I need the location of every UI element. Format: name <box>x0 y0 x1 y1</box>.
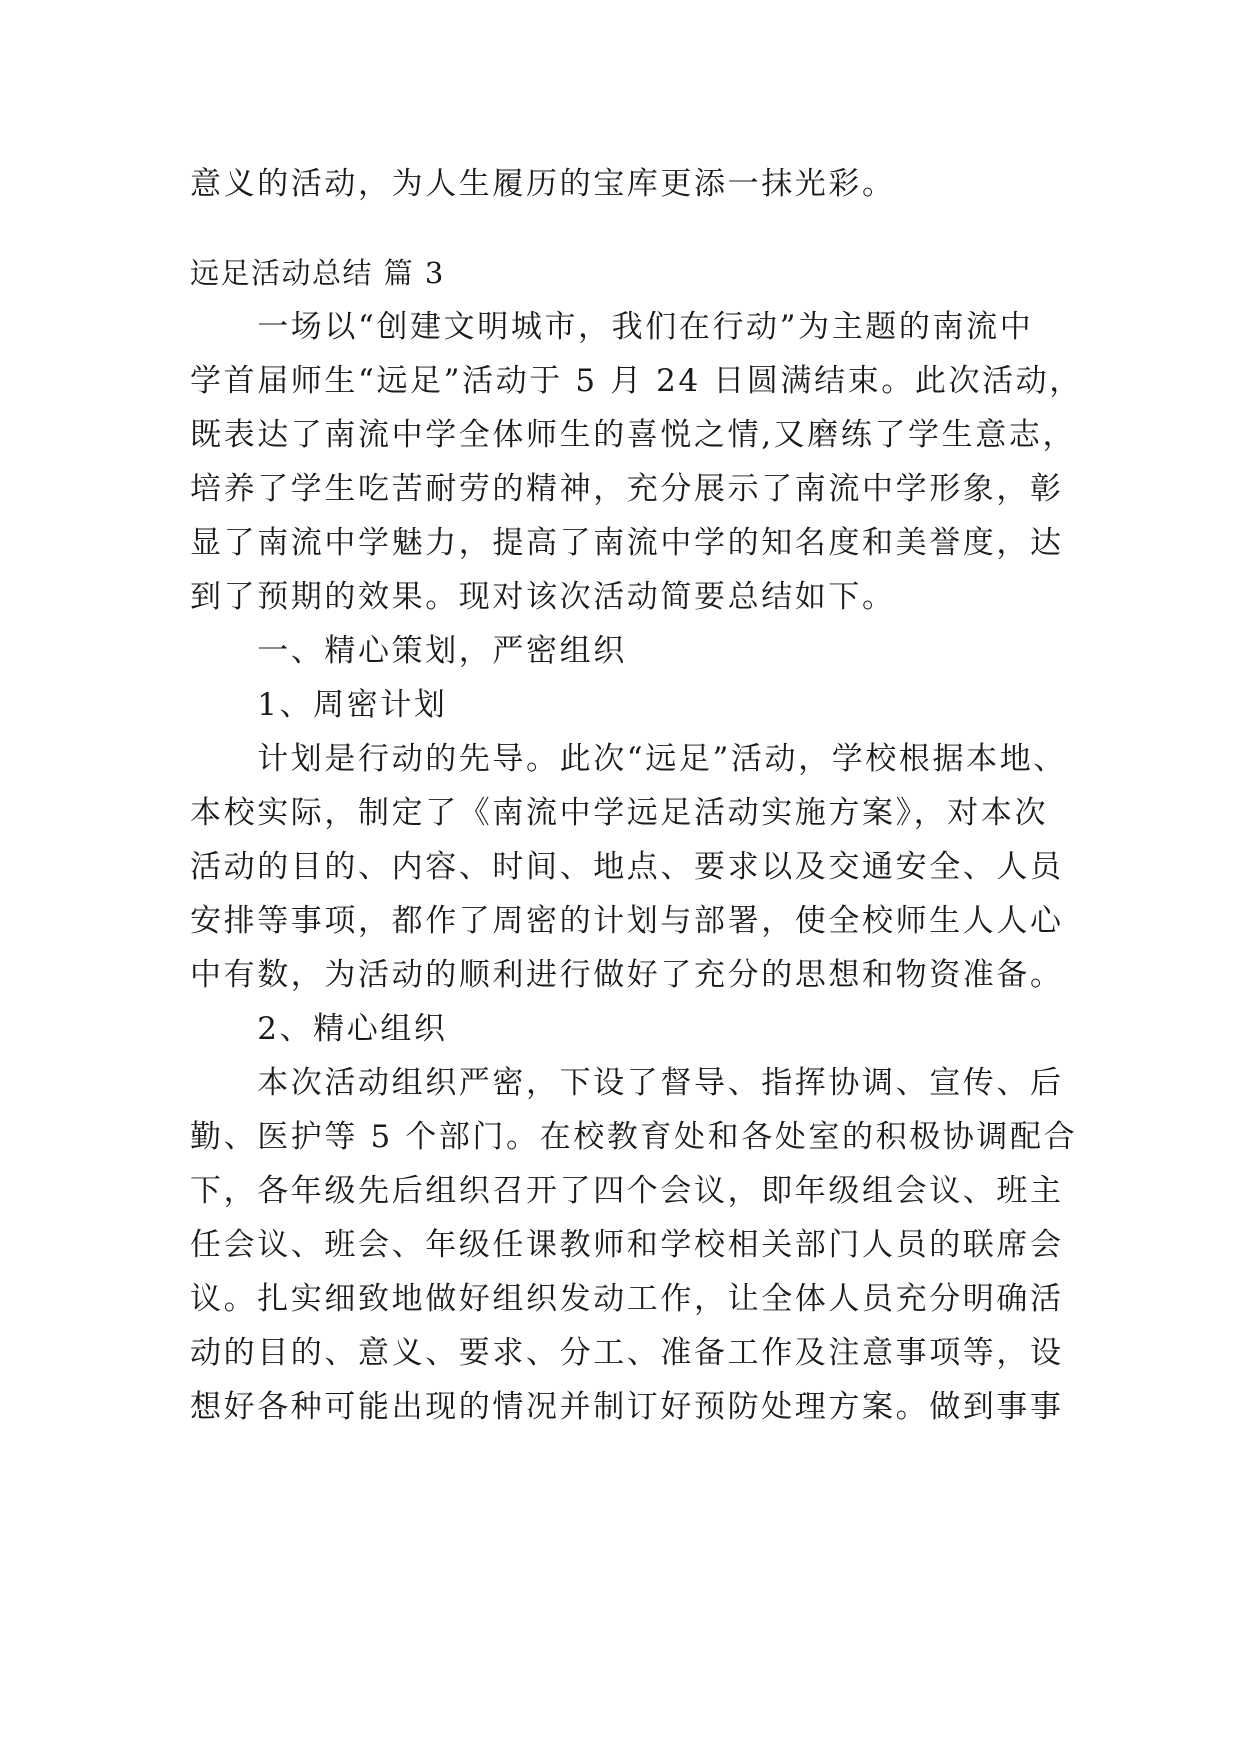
paragraph-line-3: 一场以“创建文明城市，我们在行动”为主题的南流中 <box>190 309 1034 345</box>
subheading-line-1: 1、周密计划 <box>190 687 448 723</box>
section-title: 远足活动总结 篇 3 <box>190 256 445 290</box>
paragraph-line-1: 意义的活动，为人生履历的宝库更添一抹光彩。 <box>190 166 896 202</box>
paragraph-line-15: 中有数，为活动的顺利进行做好了充分的思想和物资准备。 <box>190 957 1064 993</box>
paragraph-line-5: 既表达了南流中学全体师生的喜悦之情,又磨练了学生意志， <box>190 417 1077 453</box>
paragraph-line-6: 培养了学生吃苦耐劳的精神，充分展示了南流中学形象，彰 <box>190 471 1064 507</box>
paragraph-line-14: 安排等事项，都作了周密的计划与部署，使全校师生人人心 <box>190 903 1064 939</box>
paragraph-line-17: 本次活动组织严密，下设了督导、指挥协调、宣传、后 <box>190 1065 1064 1101</box>
paragraph-line-8: 到了预期的效果。现对该次活动简要总结如下。 <box>190 579 896 615</box>
paragraph-line-18: 勤、医护等 5 个部门。在校教育处和各处室的积极协调配合 <box>190 1119 1078 1155</box>
heading-line-1: 一、精心策划，严密组织 <box>190 633 627 669</box>
paragraph-line-4: 学首届师生“远足”活动于 5 月 24 日圆满结束。此次活动， <box>190 363 1083 399</box>
paragraph-line-23: 想好各种可能出现的情况并制订好预防处理方案。做到事事 <box>190 1389 1064 1425</box>
subheading-line-2: 2、精心组织 <box>190 1011 448 1047</box>
paragraph-line-20: 任会议、班会、年级任课教师和学校相关部门人员的联席会 <box>190 1227 1064 1263</box>
paragraph-line-19: 下，各年级先后组织召开了四个会议，即年级组会议、班主 <box>190 1173 1064 1209</box>
paragraph-line-11: 计划是行动的先导。此次“远足”活动，学校根据本地、 <box>190 741 1067 777</box>
paragraph-line-7: 显了南流中学魅力，提高了南流中学的知名度和美誉度，达 <box>190 525 1064 561</box>
paragraph-line-22: 动的目的、意义、要求、分工、准备工作及注意事项等，设 <box>190 1335 1064 1371</box>
paragraph-line-12: 本校实际，制定了《南流中学远足活动实施方案》，对本次 <box>190 795 1049 831</box>
paragraph-line-13: 活动的目的、内容、时间、地点、要求以及交通安全、人员 <box>190 849 1064 885</box>
paragraph-line-21: 议。扎实细致地做好组织发动工作，让全体人员充分明确活 <box>190 1281 1064 1317</box>
